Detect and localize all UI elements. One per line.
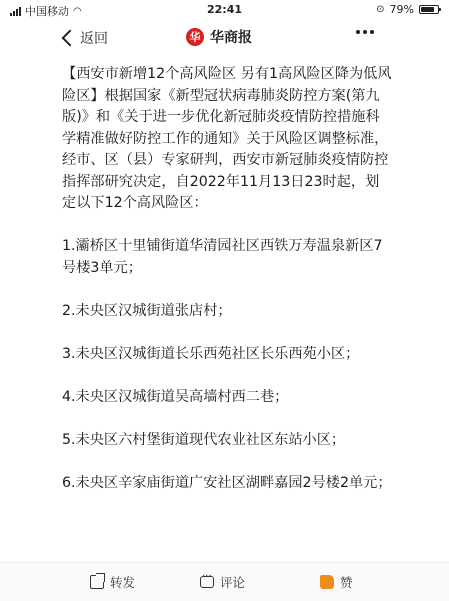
list-item: 5.未央区六村堡街道现代农业社区东站小区； <box>62 431 346 448</box>
brand-logo: 华 <box>186 28 204 46</box>
battery-icon <box>419 5 439 14</box>
list-item: 3.未央区汉城街道长乐西苑社区长乐西苑小区； <box>62 345 360 362</box>
comment-label: 评论 <box>220 575 246 590</box>
comment-button[interactable] <box>200 573 245 591</box>
carrier-name: 中国移动 <box>25 5 69 18</box>
status-time: 22:41 <box>206 3 242 16</box>
list-item: 2.未央区汉城街道张店村； <box>62 302 232 319</box>
battery-percent: 79% <box>389 3 414 16</box>
list-item: 6.未央区辛家庙街道广安社区湖畔嘉园2号楼2单元； <box>62 474 392 491</box>
share-button[interactable] <box>90 573 135 591</box>
back-label: 返回 <box>80 31 108 47</box>
chevron-left-icon <box>62 30 79 47</box>
like-button[interactable] <box>320 573 353 591</box>
article-body <box>62 64 392 516</box>
page-title <box>186 27 252 47</box>
status-right <box>376 3 439 16</box>
back-button[interactable] <box>64 28 108 48</box>
dot-icon <box>356 30 360 34</box>
share-label: 转发 <box>110 575 136 590</box>
status-bar <box>0 0 449 20</box>
dot-icon <box>370 30 374 34</box>
share-icon <box>90 575 104 589</box>
nav-bar <box>0 20 449 56</box>
orientation-lock-icon: ⊙ <box>376 4 385 15</box>
page-title-text: 华商报 <box>210 30 252 46</box>
like-label: 赞 <box>340 575 353 590</box>
bottom-action-bar <box>0 562 449 601</box>
comment-icon <box>200 576 214 588</box>
article-intro: 【西安市新增12个高风险区 另有1高风险区降为低风险区】根据国家《新型冠状病毒肺炎防控方案(第九版)》和《关于进一步优化新冠肺炎疫情防控措施科学精准做好防控工作的通知》关于风险区调整标准，经市、区（县）专家研判，西安市新冠肺炎疫情防控指挥部研究决定，自2022年11月13日23时起，划定以下12个高风险区： <box>62 66 392 211</box>
more-options-button[interactable] <box>356 30 374 34</box>
list-item: 4.未央区汉城街道吴高墙村西二巷； <box>62 388 289 405</box>
dot-icon <box>363 30 367 34</box>
list-item: 1.灞桥区十里铺街道华清园社区西铁万寿温泉新区7号楼3单元； <box>62 238 383 276</box>
thumbs-up-icon <box>320 575 334 589</box>
wifi-icon: ◠ <box>73 5 82 17</box>
